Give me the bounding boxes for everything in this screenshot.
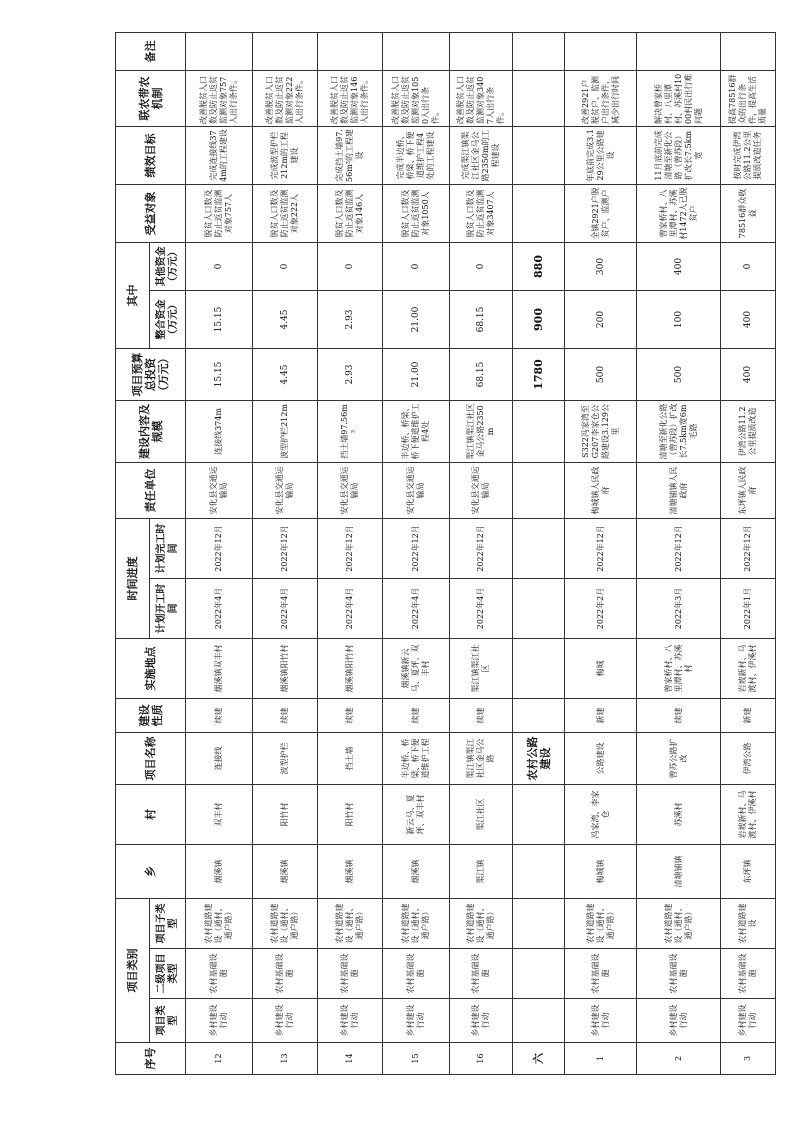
cell-budget: 4.45	[253, 348, 318, 400]
cell-village	[513, 784, 565, 844]
cell-nature: 续建	[253, 698, 318, 732]
header-category-sub2: 二级项目类型	[150, 949, 186, 999]
cell-goal: 完成挡土墙97.56m³的工程建设	[318, 126, 383, 184]
cell-goal: 完成波型护栏212m的工程建设	[253, 126, 318, 184]
cell-start: 2022年4月	[383, 578, 450, 638]
project-table	[115, 32, 776, 1075]
cell-remarks	[186, 32, 253, 70]
cell-remarks	[253, 32, 318, 70]
cell-child: 农村道路建设（通村、通户路）	[565, 898, 637, 948]
cell-sub2: 农村基础设施	[253, 949, 318, 999]
cell-goal: 完成半边桥、桥梁、桥下便道维护工程4处的工程建设	[383, 126, 450, 184]
cell-responsible: 安化县交通运输局	[450, 462, 513, 518]
cell-content: 半边桥、桥梁、桥下便道维护工程4处	[383, 400, 450, 462]
cell-child: 农村道路建设	[721, 898, 776, 948]
header-project-name: 项目名称	[116, 732, 186, 784]
cell-finish: 2022年12月	[318, 518, 383, 578]
cell-town: 烟溪镇	[253, 844, 318, 898]
header-beneficiaries: 受益对象	[116, 184, 186, 242]
cell-seq: 2	[637, 1043, 721, 1075]
cell-town: 烟溪镇	[318, 844, 383, 898]
table-row	[450, 32, 513, 1074]
cell-responsible: 安化县交通运输局	[383, 462, 450, 518]
cell-seq: 12	[186, 1043, 253, 1075]
rotated-table-container	[115, 33, 775, 1075]
cell-responsible: 梅城镇人民政府	[565, 462, 637, 518]
cell-seq: 15	[383, 1043, 450, 1075]
cell-finish: 2022年12月	[186, 518, 253, 578]
cell-type: 乡村建设行动	[721, 999, 776, 1043]
cell-budget: 500	[565, 348, 637, 400]
cell-type: 乡村建设行动	[565, 999, 637, 1043]
header-other: 其他资金（万元）	[150, 242, 186, 290]
cell-child	[513, 898, 565, 948]
cell-village: 阳竹村	[318, 784, 383, 844]
cell-name: 农村公路建设	[513, 732, 565, 784]
cell-name: 曾苏公路扩改	[637, 732, 721, 784]
header-seq: 序号	[116, 1043, 186, 1075]
cell-mechanism	[513, 70, 565, 126]
cell-nature: 续建	[450, 698, 513, 732]
cell-town: 梅城镇	[565, 844, 637, 898]
cell-village: 新云马、夏坪、双丰村	[383, 784, 450, 844]
cell-content: 伊湾公路11.2公里提质改造	[721, 400, 776, 462]
header-remarks: 备注	[116, 32, 186, 70]
cell-finish: 2022年12月	[721, 518, 776, 578]
cell-village: 冯家湾、李家仓	[565, 784, 637, 844]
cell-mechanism: 解决曾家桥村、八里潭村、苏溪村1000村民出行难问题	[637, 70, 721, 126]
cell-responsible: 东坪镇人民政府	[721, 462, 776, 518]
cell-responsible: 安化县交通运输局	[186, 462, 253, 518]
table-row	[721, 32, 776, 1074]
cell-beneficiaries: 脱贫人口数及防止返贫监测对象1050人	[383, 184, 450, 242]
cell-nature: 续建	[383, 698, 450, 732]
header-township: 乡	[116, 844, 186, 898]
cell-sub2	[513, 949, 565, 999]
cell-town	[513, 844, 565, 898]
cell-integrated: 2.93	[318, 290, 383, 348]
cell-integrated: 400	[721, 290, 776, 348]
cell-other: 0	[450, 242, 513, 290]
cell-integrated: 68.15	[450, 290, 513, 348]
cell-sub2: 农村基础设施	[565, 949, 637, 999]
cell-responsible: 安化县交通运输局	[318, 462, 383, 518]
cell-start: 2022年4月	[318, 578, 383, 638]
cell-town: 渠江镇	[450, 844, 513, 898]
cell-town: 烟溪镇	[186, 844, 253, 898]
cell-start: 2022年4月	[253, 578, 318, 638]
cell-type: 乡村建设行动	[450, 999, 513, 1043]
cell-finish	[513, 518, 565, 578]
cell-type: 乡村建设行动	[318, 999, 383, 1043]
cell-mechanism: 改善脱贫人口数及防止返贫监测对象146人出行条件。	[318, 70, 383, 126]
cell-content	[513, 400, 565, 462]
cell-budget: 2.93	[318, 348, 383, 400]
table-row	[565, 32, 637, 1074]
cell-integrated: 100	[637, 290, 721, 348]
cell-location: 烟溪镇阳竹村	[253, 638, 318, 698]
cell-location: 岩坡新村、马渡村、伊溪村	[721, 638, 776, 698]
cell-name: 半边桥、桥梁、桥下便道维护工程	[383, 732, 450, 784]
cell-beneficiaries: 脱贫人口数及防止返贫监测对象146人	[318, 184, 383, 242]
cell-name: 挡土墙	[318, 732, 383, 784]
cell-mechanism: 改善脱贫人口数及防止返贫监测对象3407人出行条件。	[450, 70, 513, 126]
cell-other: 400	[637, 242, 721, 290]
cell-nature: 续建	[637, 698, 721, 732]
cell-remarks	[637, 32, 721, 70]
cell-location: 烟溪镇阳竹村	[318, 638, 383, 698]
table-row	[637, 32, 721, 1074]
cell-name: 波型护栏	[253, 732, 318, 784]
cell-budget: 21.00	[383, 348, 450, 400]
cell-beneficiaries: 曾家桥村、八里潭村、苏溪村1472人已脱贫户	[637, 184, 721, 242]
cell-content: 连接线374m	[186, 400, 253, 462]
header-start: 计划开工时间	[150, 578, 186, 638]
cell-location: 烟溪镇双丰村	[186, 638, 253, 698]
cell-start: 2022年4月	[450, 578, 513, 638]
cell-integrated: 200	[565, 290, 637, 348]
cell-mechanism: 改善脱贫人口数及防止返贫监测对象1050人出行条件。	[383, 70, 450, 126]
cell-seq: 六	[513, 1043, 565, 1075]
cell-name: 连接线	[186, 732, 253, 784]
cell-beneficiaries: 全镇2921户脱贫户、监测户	[565, 184, 637, 242]
cell-content: S322冯家湾至G207李家仓公路建设3.129公里	[565, 400, 637, 462]
cell-seq: 16	[450, 1043, 513, 1075]
cell-name: 公路建设	[565, 732, 637, 784]
cell-location	[513, 638, 565, 698]
cell-budget: 1780	[513, 348, 565, 400]
header-location: 实施地点	[116, 638, 186, 698]
table-row	[186, 32, 253, 1074]
cell-goal: 11月底前完成清塘至新化公路（曾苏段）扩改长7.5km宽	[637, 126, 721, 184]
header-schedule-group: 时间进度	[116, 518, 150, 638]
cell-start: 2022年2月	[565, 578, 637, 638]
cell-type: 乡村建设行动	[383, 999, 450, 1043]
cell-village: 岩坡新村、马渡村、伊溪村	[721, 784, 776, 844]
cell-mechanism: 改善2921户脱贫户、监测户出行条件，减少出行时间	[565, 70, 637, 126]
cell-town: 清塘铺镇	[637, 844, 721, 898]
cell-goal: 年底前完成3.129公里公路建设	[565, 126, 637, 184]
cell-location: 梅城	[565, 638, 637, 698]
cell-other: 0	[721, 242, 776, 290]
header-nature: 建设性质	[116, 698, 186, 732]
cell-other: 0	[186, 242, 253, 290]
cell-remarks	[513, 32, 565, 70]
cell-child: 农村道路建设（通村、通户路）	[318, 898, 383, 948]
cell-type: 乡村建设行动	[253, 999, 318, 1043]
cell-type: 乡村建设行动	[637, 999, 721, 1043]
cell-other: 0	[253, 242, 318, 290]
cell-content: 渠江镇渠江社区金马公路2350m	[450, 400, 513, 462]
cell-nature: 续建	[318, 698, 383, 732]
cell-village: 渠江社区	[450, 784, 513, 844]
cell-integrated: 15.15	[186, 290, 253, 348]
header-goal: 绩效目标	[116, 126, 186, 184]
cell-sub2: 农村基础设施	[186, 949, 253, 999]
cell-nature: 新建	[721, 698, 776, 732]
cell-beneficiaries	[513, 184, 565, 242]
table-row	[383, 32, 450, 1074]
header-category-type: 项目类型	[150, 999, 186, 1043]
cell-name: 伊湾公路	[721, 732, 776, 784]
cell-seq: 14	[318, 1043, 383, 1075]
cell-start: 2022年4月	[186, 578, 253, 638]
header-integrated: 整合资金（万元）	[150, 290, 186, 348]
header-village: 村	[116, 784, 186, 844]
cell-responsible: 清塘铺镇人民政府	[637, 462, 721, 518]
cell-name: 渠江镇渠江社区金马公路	[450, 732, 513, 784]
cell-other: 0	[318, 242, 383, 290]
cell-goal: 完成连接线374m的工程建设	[186, 126, 253, 184]
cell-remarks	[450, 32, 513, 70]
section-subtotal-row	[513, 32, 565, 1074]
cell-beneficiaries: 脱贫人口数及防止返贫监测对象222人	[253, 184, 318, 242]
cell-seq: 1	[565, 1043, 637, 1075]
cell-location: 渠江镇渠江社区	[450, 638, 513, 698]
cell-child: 农村道路建设（通村、通户路）	[450, 898, 513, 948]
cell-village: 双丰村	[186, 784, 253, 844]
cell-start	[513, 578, 565, 638]
cell-seq: 3	[721, 1043, 776, 1075]
table-row	[253, 32, 318, 1074]
header-budget: 项目预算总投资（万元）	[116, 348, 186, 400]
cell-budget: 15.15	[186, 348, 253, 400]
cell-sub2: 农村基础设施	[318, 949, 383, 999]
cell-seq: 13	[253, 1043, 318, 1075]
cell-location: 烟溪镇新云马、夏坪、双丰村	[383, 638, 450, 698]
cell-sub2: 农村基础设施	[450, 949, 513, 999]
cell-finish: 2022年12月	[450, 518, 513, 578]
header-category-child: 项目子类型	[150, 898, 186, 948]
cell-type	[513, 999, 565, 1043]
cell-other: 300	[565, 242, 637, 290]
cell-beneficiaries: 脱贫人口数及防止返贫监测对象3407人	[450, 184, 513, 242]
cell-sub2: 农村基础设施	[721, 949, 776, 999]
cell-finish: 2022年12月	[253, 518, 318, 578]
cell-beneficiaries: 78516群众收益	[721, 184, 776, 242]
cell-integrated: 900	[513, 290, 565, 348]
cell-nature: 新建	[565, 698, 637, 732]
cell-other: 880	[513, 242, 565, 290]
cell-child: 农村道路建设（通村、通户路）	[383, 898, 450, 948]
cell-location: 曾家桥村、八里潭村、苏溪村	[637, 638, 721, 698]
cell-responsible: 安化县交通运输局	[253, 462, 318, 518]
header-content: 建设内容及规模	[116, 400, 186, 462]
table-row	[318, 32, 383, 1074]
cell-content: 清塘至新化公路（曾苏段）扩改长7.5km宽6m毛路	[637, 400, 721, 462]
cell-beneficiaries: 脱贫人口数及防止返贫监测对象757人	[186, 184, 253, 242]
cell-remarks	[318, 32, 383, 70]
header-of-which: 其中	[116, 242, 150, 348]
cell-nature	[513, 698, 565, 732]
cell-goal: 按时完成伊湾公路11.2公里提质改造任务	[721, 126, 776, 184]
cell-budget: 500	[637, 348, 721, 400]
cell-goal	[513, 126, 565, 184]
cell-child: 农村道路建设（通村、通户路）	[253, 898, 318, 948]
cell-nature: 续建	[186, 698, 253, 732]
cell-goal: 完成渠江镇渠江社区金马公路2350m的工程建设	[450, 126, 513, 184]
cell-budget: 400	[721, 348, 776, 400]
cell-child: 农村道路建设（通村、通户路）	[637, 898, 721, 948]
cell-finish: 2022年12月	[637, 518, 721, 578]
cell-sub2: 农村基础设施	[637, 949, 721, 999]
cell-village: 苏溪村	[637, 784, 721, 844]
header-responsible: 责任单位	[116, 462, 186, 518]
header-finish: 计划完工时间	[150, 518, 186, 578]
cell-integrated: 4.45	[253, 290, 318, 348]
cell-content: 挡土墙97.56m³	[318, 400, 383, 462]
cell-start: 2022年3月	[637, 578, 721, 638]
cell-child: 农村道路建设（通村、通户路）	[186, 898, 253, 948]
cell-finish: 2022年12月	[565, 518, 637, 578]
cell-mechanism: 改善脱贫人口数及防止返贫监测对象222人出行条件。	[253, 70, 318, 126]
cell-remarks	[383, 32, 450, 70]
cell-content: 波型护栏212m	[253, 400, 318, 462]
header-category-group: 项目类别	[116, 898, 150, 1042]
cell-village: 阳竹村	[253, 784, 318, 844]
cell-budget: 68.15	[450, 348, 513, 400]
cell-remarks	[721, 32, 776, 70]
cell-responsible	[513, 462, 565, 518]
cell-mechanism: 提高78516群众的出行条件，提高生活质量	[721, 70, 776, 126]
cell-town: 东坪镇	[721, 844, 776, 898]
header-mechanism: 联农带农机制	[116, 70, 186, 126]
cell-mechanism: 改善脱贫人口数及防止返贫监测对象757人出行条件。	[186, 70, 253, 126]
cell-finish: 2022年12月	[383, 518, 450, 578]
cell-type: 乡村建设行动	[186, 999, 253, 1043]
cell-integrated: 21.00	[383, 290, 450, 348]
cell-town: 烟溪镇	[383, 844, 450, 898]
cell-start: 2022年1月	[721, 578, 776, 638]
cell-other: 0	[383, 242, 450, 290]
cell-remarks	[565, 32, 637, 70]
cell-sub2: 农村基础设施	[383, 949, 450, 999]
